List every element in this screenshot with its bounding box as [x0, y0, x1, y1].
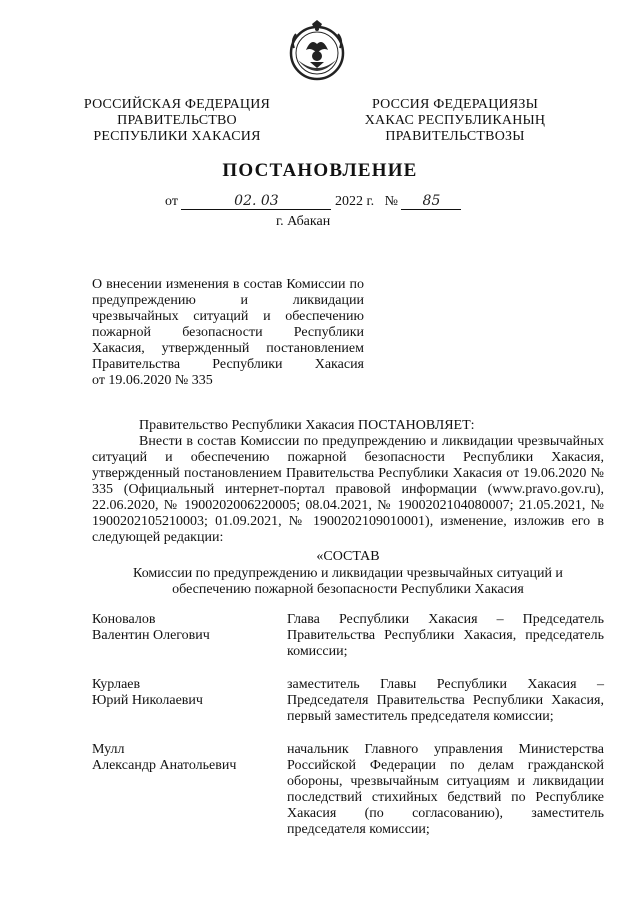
member-name — [92, 742, 272, 774]
sostav-subtitle: Комиссии по предупреждению и ликвидации чрезвычайных ситуаций и обеспечению пожарной безопасности Республики Хакасия — [133, 566, 563, 597]
header-right — [355, 97, 555, 145]
date-number-line — [165, 193, 461, 210]
subject-line: от 19.06.2020 № 335 — [92, 373, 213, 388]
document-title: ПОСТАНОВЛЕНИЕ — [222, 160, 418, 181]
subject-line: предупреждению и ликвидации — [92, 293, 364, 308]
member-position: начальник Главного управления Министерства Российской Федерации по делам гражданской обороны, чрезвычайным ситуациям и ликвидации последствий стихийных бедствий по Республике Хакасия (по согласованию), заместитель председателя комиссии; — [287, 742, 604, 837]
header-right-line-1: РОССИЯ ФЕДЕРАЦИЯЗЫ — [371, 97, 539, 112]
member-position: Глава Республики Хакасия – Председатель Правительства Республики Хакасия, председатель комиссии; — [287, 612, 604, 659]
subject-line: О внесении изменения в состав Комиссии по — [92, 277, 364, 292]
header-left-line-3: РЕСПУБЛИКИ ХАКАСИЯ — [93, 129, 261, 144]
member-given-names: Юрий Николаевич — [92, 693, 203, 708]
member-name — [92, 612, 272, 644]
subject-line: Хакасия, утвержденный постановлением — [92, 341, 364, 356]
city: г. Абакан — [276, 214, 331, 229]
date-prefix: от — [165, 194, 178, 209]
member-position: заместитель Главы Республики Хакасия – Председателя Правительства Республики Хакасия, первый заместитель председателя комиссии; — [287, 677, 604, 724]
coat-of-arms-emblem — [286, 20, 348, 82]
document-subject — [92, 277, 364, 389]
date-year: 2022 г. — [334, 194, 375, 209]
header-right-line-2: ХАКАС РЕСПУБЛИКАНЫҢ — [364, 113, 546, 128]
member-given-names: Валентин Олегович — [92, 628, 210, 643]
member-surname: Мулл — [92, 742, 125, 757]
subject-line: Правительства Республики Хакасия — [92, 357, 364, 372]
member-surname: Коновалов — [92, 612, 156, 627]
header-left — [70, 97, 284, 145]
date-handwritten: 02. 03 — [181, 193, 331, 210]
main-paragraph: Внести в состав Комиссии по предупреждению и ликвидации чрезвычайных ситуаций и обеспечению пожарной безопасности Республики Хакасия, утвержденный постановлением Правительства Республики Хакасия от 19.06.2020 № 335 (Официальный интернет-портал правовой информации (www.pravo.gov.ru), 22.06.2020, № 1900202006220005; 08.04.2021, № 1900202104080007; 21.05.2021, № 1900202105210003; 01.09.2021, № 1900202109010001), изменение, изложив его в следующей редакции: — [92, 434, 604, 545]
member-given-names: Александр Анатольевич — [92, 758, 237, 773]
member-surname: Курлаев — [92, 677, 141, 692]
sostav-heading: «СОСТАВ — [316, 549, 380, 564]
member-name — [92, 677, 272, 709]
header-left-line-1: РОССИЙСКАЯ ФЕДЕРАЦИЯ — [83, 97, 271, 112]
subject-line: пожарной безопасности Республики — [92, 325, 364, 340]
subject-line: чрезвычайных ситуаций и обеспечению — [92, 309, 364, 324]
number-sign: № — [384, 194, 398, 209]
header-right-line-3: ПРАВИТЕЛЬСТВОЗЫ — [385, 129, 525, 144]
number-handwritten: 85 — [401, 193, 461, 210]
header-left-line-2: ПРАВИТЕЛЬСТВО — [117, 113, 237, 128]
preamble: Правительство Республики Хакасия ПОСТАНОВЛЯЕТ: — [139, 418, 475, 433]
